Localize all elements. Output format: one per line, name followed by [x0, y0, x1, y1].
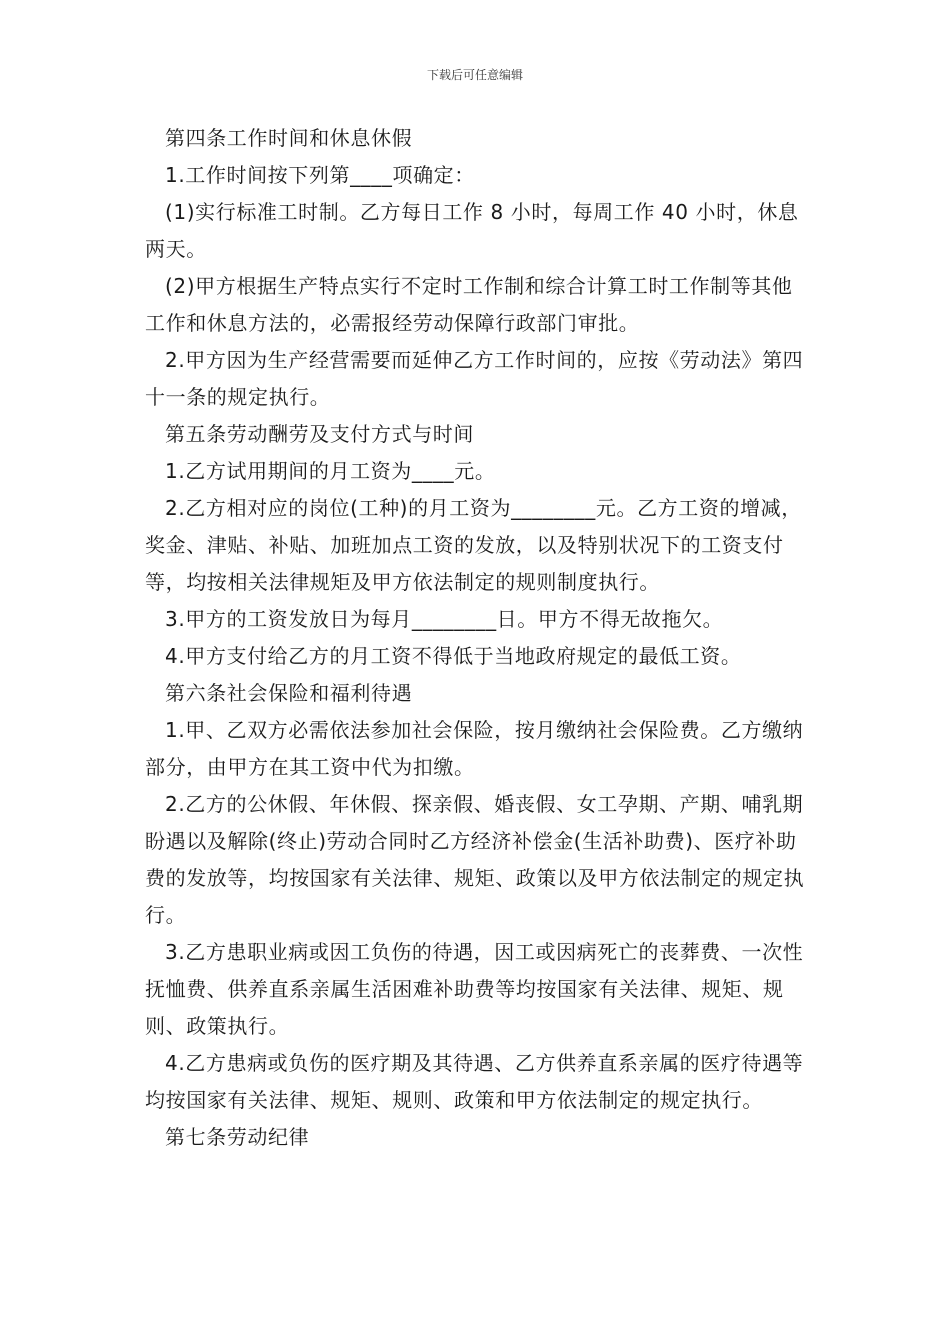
section-heading-4: 第四条工作时间和休息休假 — [165, 126, 413, 150]
paragraph: (1)实行标准工时制。乙方每日工作 8 小时，每周工作 40 小时，休息两天。 — [145, 200, 799, 261]
paragraph: 1.乙方试用期间的月工资为____元。 — [165, 459, 496, 483]
page-header: 下载后可任意编辑 — [426, 68, 523, 82]
paragraph: 3.甲方的工资发放日为每月________日。甲方不得无故拖欠。 — [165, 607, 724, 631]
paragraph: 2.乙方相对应的岗位(工种)的月工资为________元。乙方工资的增减，奖金、津贴、补贴、加班加点工资的发放，以及特别状况下的工资支付等，均按相关法律规矩及甲方依法制定的规则制度执行。 — [145, 496, 802, 594]
paragraph: 1.工作时间按下列第____项确定： — [165, 163, 475, 187]
paragraph: 4.乙方患病或负伤的医疗期及其待遇、乙方供养直系亲属的医疗待遇等均按国家有关法律、规矩、规则、政策和甲方依法制定的规定执行。 — [145, 1051, 804, 1112]
paragraph: 1.甲、乙双方必需依法参加社会保险，按月缴纳社会保险费。乙方缴纳部分，由甲方在其工资中代为扣缴。 — [145, 718, 804, 779]
section-heading-5: 第五条劳动酬劳及支付方式与时间 — [165, 422, 474, 446]
section-heading-6: 第六条社会保险和福利待遇 — [165, 681, 413, 705]
paragraph: 4.甲方支付给乙方的月工资不得低于当地政府规定的最低工资。 — [165, 644, 742, 668]
paragraph: 2.乙方的公休假、年休假、探亲假、婚丧假、女工孕期、产期、哺乳期盼遇以及解除(终止)劳动合同时乙方经济补偿金(生活补助费)、医疗补助费的发放等，均按国家有关法律、规矩、政策以及甲方依法制定的规定执行。 — [145, 792, 805, 927]
paragraph: 3.乙方患职业病或因工负伤的待遇，因工或因病死亡的丧葬费、一次性抚恤费、供养直系亲属生活困难补助费等均按国家有关法律、规矩、规则、政策执行。 — [145, 940, 804, 1038]
section-heading-7: 第七条劳动纪律 — [165, 1125, 310, 1149]
document-body — [145, 120, 807, 1156]
paragraph: 2.甲方因为生产经营需要而延伸乙方工作时间的，应按《劳动法》第四十一条的规定执行。 — [145, 348, 804, 409]
paragraph: (2)甲方根据生产特点实行不定时工作制和综合计算工时工作制等其他工作和休息方法的，必需报经劳动保障行政部门审批。 — [145, 274, 793, 335]
